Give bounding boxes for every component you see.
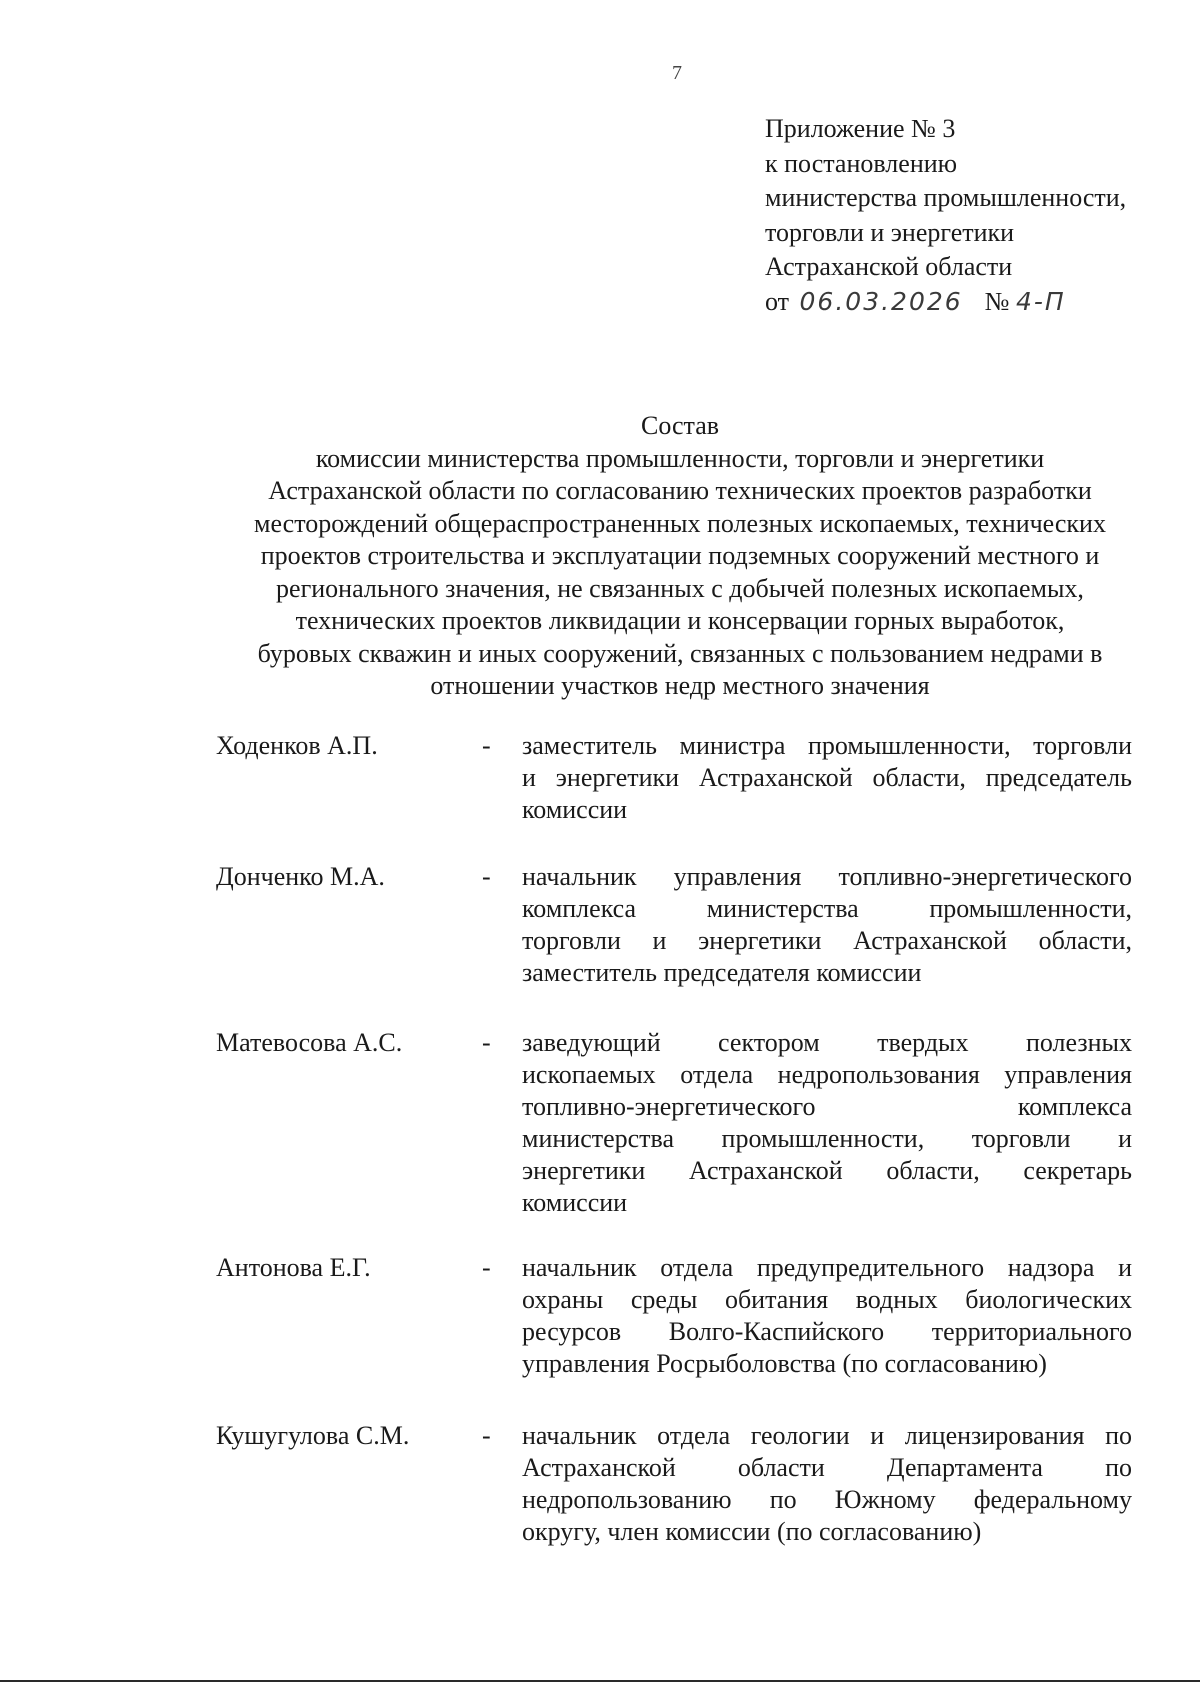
member-name: Антонова Е.Г.: [216, 1253, 371, 1282]
role-line: округу, член комиссии (по согласованию): [522, 1517, 982, 1546]
handwritten-number: 4-П: [1015, 286, 1066, 316]
role-line: комплекса министерства промышленности,: [522, 894, 1132, 923]
appendix-line: Астраханской области: [765, 252, 1013, 281]
title-heading: Состав: [640, 411, 720, 440]
member-role: [522, 1027, 1132, 1219]
appendix-line: Приложение № 3: [765, 114, 956, 143]
title-line: Астраханской области по согласованию технических проектов разработки: [268, 476, 1092, 505]
role-line: ископаемых отдела недропользования управления: [522, 1060, 1132, 1089]
member-name: Ходенков А.П.: [216, 731, 378, 760]
title-line: комиссии министерства промышленности, торговли и энергетики: [315, 443, 1045, 473]
document-title: [200, 410, 1160, 703]
role-line: министерства промышленности, торговли и: [522, 1124, 1132, 1153]
title-line: буровых скважин и иных сооружений, связанных с пользованием недрами в: [257, 638, 1103, 668]
page-number: 7: [672, 62, 682, 84]
role-line: Астраханской области Департамента по: [522, 1453, 1132, 1482]
member-name: Донченко М.А.: [216, 862, 385, 891]
role-line: начальник отдела геологии и лицензирования по: [522, 1421, 1132, 1450]
member-name: Матевосова А.С.: [216, 1028, 403, 1057]
date-prefix: от: [765, 286, 790, 316]
member-dash: -: [482, 862, 491, 891]
role-line: начальник управления топливно-энергетического: [522, 862, 1132, 891]
role-line: недропользованию по Южному федеральному: [522, 1485, 1132, 1514]
member-role: [522, 1420, 1132, 1548]
member-dash: -: [482, 1421, 491, 1450]
role-line: энергетики Астраханской области, секретарь: [522, 1156, 1132, 1185]
appendix-date-line: [765, 285, 1126, 320]
role-line: заведующий сектором твердых полезных: [522, 1028, 1132, 1057]
role-line: заместитель председателя комиссии: [522, 958, 922, 987]
title-line: технических проектов ликвидации и консервации горных выработок,: [295, 606, 1065, 635]
title-line: регионального значения, не связанных с добычей полезных ископаемых,: [276, 573, 1084, 603]
role-line: топливно-энергетического комплекса: [522, 1092, 1132, 1121]
member-role: [522, 1252, 1132, 1380]
appendix-header: [765, 112, 1126, 319]
title-line: отношении участков недр местного значения: [430, 671, 930, 700]
page-edge-divider: [0, 1680, 1200, 1682]
member-role: [522, 730, 1132, 826]
member-name: Кушугулова С.М.: [216, 1421, 410, 1450]
role-line: торговли и энергетики Астраханской области,: [522, 926, 1132, 955]
role-line: ресурсов Волго-Каспийского территориального: [522, 1317, 1132, 1346]
role-line: заместитель министра промышленности, торговли: [522, 731, 1132, 760]
appendix-line: к постановлению: [765, 148, 958, 178]
member-dash: -: [482, 1028, 491, 1057]
role-line: комиссии: [522, 795, 628, 824]
appendix-line: торговли и энергетики: [765, 217, 1015, 247]
role-line: управления Росрыболовства (по согласованию): [522, 1349, 1047, 1378]
role-line: начальник отдела предупредительного надзора и: [522, 1253, 1132, 1282]
member-dash: -: [482, 1253, 491, 1282]
role-line: комиссии: [522, 1188, 628, 1217]
member-dash: -: [482, 731, 491, 760]
role-line: охраны среды обитания водных биологических: [522, 1285, 1132, 1314]
role-line: и энергетики Астраханской области, председатель: [522, 763, 1132, 792]
appendix-line: министерства промышленности,: [765, 183, 1127, 212]
handwritten-date: 06.03.2026: [799, 286, 963, 316]
number-prefix: №: [984, 286, 1010, 316]
title-line: месторождений общераспространенных полезных ископаемых, технических: [254, 508, 1106, 538]
member-role: [522, 861, 1132, 989]
title-line: проектов строительства и эксплуатации подземных сооружений местного и: [260, 541, 1100, 570]
